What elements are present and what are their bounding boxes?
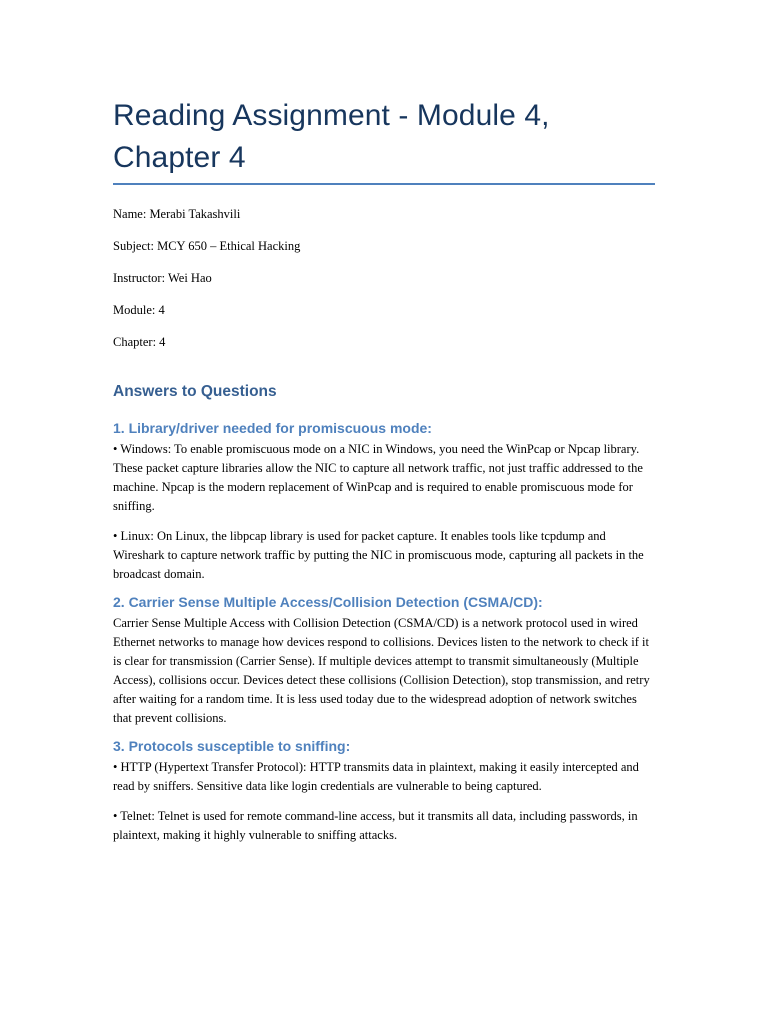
section-heading-1: 1. Library/driver needed for promiscuous mode:: [113, 420, 432, 436]
document-content: [113, 95, 658, 845]
answers-heading: Answers to Questions: [113, 383, 277, 400]
section-heading-3: 3. Protocols susceptible to sniffing:: [113, 738, 351, 754]
meta-subject: Subject: MCY 650 – Ethical Hacking: [113, 239, 301, 253]
meta-name: Name: Merabi Takashvili: [113, 207, 241, 221]
section-2-paragraph-1: Carrier Sense Multiple Access with Collision Detection (CSMA/CD) is a network protocol used in wired Ethernet networks to manage how devices respond to collisions. Devices listen to the network to check if it is clear for transmission (Carrier Sense). If multiple devices attempt to transmit simultaneously (Multiple Access), collisions occur. Devices detect these collisions (Collision Detection), stop transmission, and retry after waiting for a random time. It is less used today due to the widespread adoption of network switches that prevent collisions.: [113, 616, 650, 725]
section-heading-2: 2. Carrier Sense Multiple Access/Collision Detection (CSMA/CD):: [113, 594, 543, 610]
meta-module: Module: 4: [113, 303, 165, 317]
section-3-paragraph-2: • Telnet: Telnet is used for remote command-line access, but it transmits all data, including passwords, in plaintext, making it highly vulnerable to sniffing attacks.: [113, 809, 638, 842]
document-title: Reading Assignment - Module 4, Chapter 4: [113, 99, 550, 174]
section-1-paragraph-1: • Windows: To enable promiscuous mode on a NIC in Windows, you need the WinPcap or Npcap library. These packet capture libraries allow the NIC to capture all network traffic, not just traffic addressed to the machine. Npcap is the modern replacement of WinPcap and is required to enable promiscuous mode for sniffing.: [113, 442, 643, 513]
meta-chapter: Chapter: 4: [113, 335, 166, 349]
section-3-paragraph-1: • HTTP (Hypertext Transfer Protocol): HTTP transmits data in plaintext, making it easily intercepted and read by sniffers. Sensitive data like login credentials are vulnerable to being captured.: [113, 760, 639, 793]
meta-instructor: Instructor: Wei Hao: [113, 271, 212, 285]
section-1-paragraph-2: • Linux: On Linux, the libpcap library is used for packet capture. It enables tools like tcpdump and Wireshark to capture network traffic by putting the NIC in promiscuous mode, capturing all packets in the broadcast domain.: [113, 529, 644, 581]
title-underline: [113, 183, 655, 185]
